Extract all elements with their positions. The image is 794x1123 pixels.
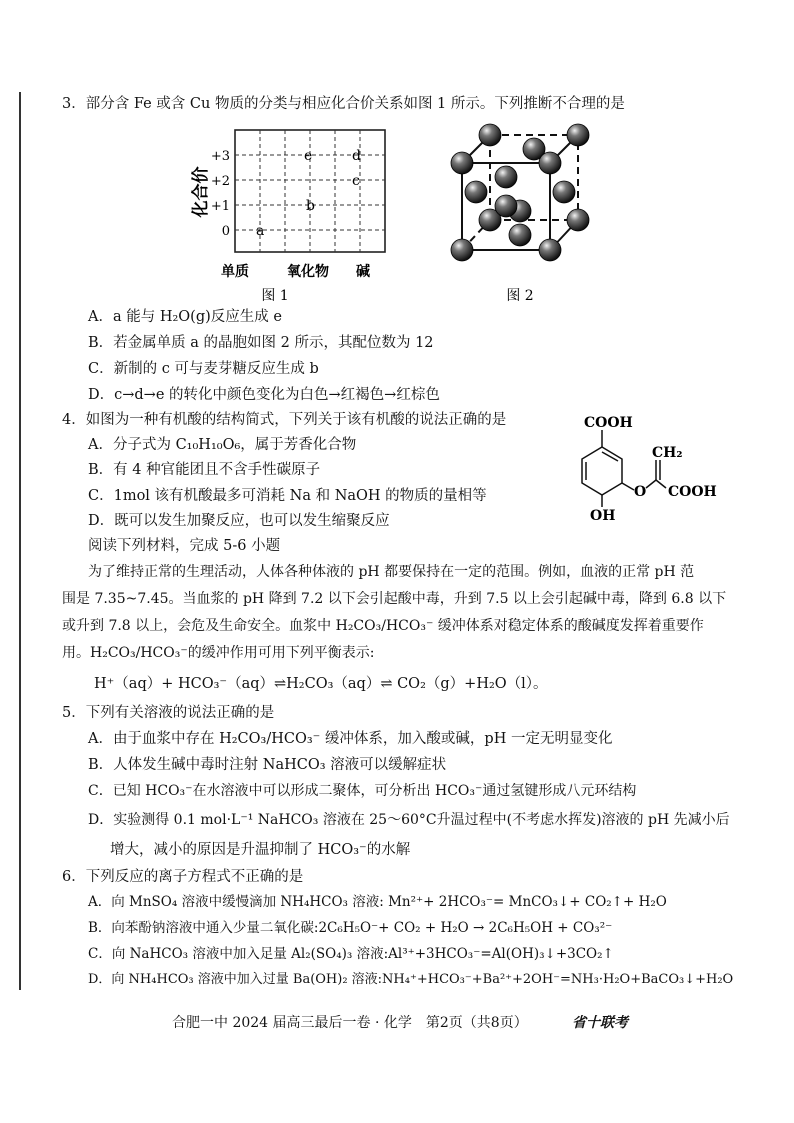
q3-option-d: D．c→d→e 的转化中颜色变化为白色→红褐色→红棕色	[88, 387, 440, 403]
material-line-2: 围是 7.35~7.45。当血浆的 pH 降到 7.2 以下会引起酸中毒，升到 7.5 以上会引起碱中毒，降到 6.8 以下	[62, 591, 727, 607]
q3-option-b: B．若金属单质 a 的晶胞如图 2 所示，其配位数为 12	[88, 335, 434, 351]
fig1-point-e: e	[304, 148, 313, 164]
fig2-caption: 图 2	[506, 288, 534, 304]
fig1-point-d: d	[352, 148, 361, 164]
q3-stem: 3．部分含 Fe 或含 Cu 物质的分类与相应化合价关系如图 1 所示。下列推断不合理的是	[62, 96, 625, 112]
q4-option-d: D．既可以发生加聚反应，也可以发生缩聚反应	[88, 513, 390, 529]
q6-option-b: B．向苯酚钠溶液中通入少量二氧化碳:2C₆H₅O⁻+ CO₂ + H₂O → 2C₆H₅OH + CO₃²⁻	[88, 920, 613, 936]
material-line-1: 为了维持正常的生理活动，人体各种体液的 pH 都要保持在一定的范围。例如，血液的正常 pH 范	[88, 564, 695, 580]
fig1-ylabel: 化合价	[191, 166, 211, 218]
fig1-ytick-2: +2	[210, 174, 230, 189]
q6-option-d: D．向 NH₄HCO₃ 溶液中加入过量 Ba(OH)₂ 溶液:NH₄⁺+HCO₃⁻+Ba²⁺+2OH⁻=NH₃·H₂O+BaCO₃↓+H₂O	[88, 972, 734, 987]
figure-2-unit-cell	[440, 115, 600, 305]
structure-top-cooh: COOH	[584, 415, 633, 431]
q5-stem: 5．下列有关溶液的说法正确的是	[62, 705, 275, 721]
figure-1-valence-chart	[180, 122, 395, 307]
q5-option-a: A．由于血浆中存在 H₂CO₃/HCO₃⁻ 缓冲体系，加入酸或碱，pH 一定无明显变化	[88, 731, 613, 747]
material-line-4: 用。H₂CO₃/HCO₃⁻的缓冲作用可用下列平衡表示:	[62, 645, 375, 661]
footer-right: 省十联考	[572, 1015, 628, 1031]
structure-oh: OH	[590, 508, 616, 524]
organic-acid-structure	[560, 412, 740, 527]
q4-option-a: A．分子式为 C₁₀H₁₀O₆，属于芳香化合物	[88, 437, 357, 453]
fig1-ytick-0: 0	[221, 224, 230, 239]
q6-stem: 6．下列反应的离子方程式不正确的是	[62, 869, 304, 885]
q6-option-c: C．向 NaHCO₃ 溶液中加入足量 Al₂(SO₄)₃ 溶液:Al³⁺+3HCO₃⁻=Al(OH)₃↓+3CO₂↑	[88, 946, 614, 962]
q3-option-a: A．a 能与 H₂O(g)反应生成 e	[88, 309, 282, 325]
q5-option-d: D．实验测得 0.1 mol·L⁻¹ NaHCO₃ 溶液在 25～60°C升温过程中(不考虑水挥发)溶液的 pH 先减小后	[88, 812, 730, 828]
structure-ether-o: O	[634, 484, 647, 500]
fig1-point-c: c	[352, 173, 360, 189]
fig1-point-a: a	[256, 223, 265, 239]
q4-option-c: C．1mol 该有机酸最多可消耗 Na 和 NaOH 的物质的量相等	[88, 488, 487, 504]
footer-left: 合肥一中 2024 届高三最后一卷 · 化学 第2页（共8页）	[172, 1015, 528, 1031]
structure-ch2: CH₂	[652, 445, 683, 461]
margin-bar	[19, 92, 21, 990]
q4-stem: 4．如图为一种有机酸的结构简式，下列关于该有机酸的说法正确的是	[62, 412, 507, 428]
q5-option-b: B．人体发生碱中毒时注射 NaHCO₃ 溶液可以缓解症状	[88, 757, 447, 773]
fig1-xlabel-oxide: 氧化物	[287, 264, 329, 280]
fig1-ytick-3: +3	[210, 149, 230, 164]
material-equation: H⁺（aq）+ HCO₃⁻（aq）⇌H₂CO₃（aq）⇌ CO₂（g）+H₂O（l）。	[94, 676, 548, 692]
material-line-3: 或升到 7.8 以上，会危及生命安全。血浆中 H₂CO₃/HCO₃⁻ 缓冲体系对稳定体系的酸碱度发挥着重要作	[62, 618, 704, 634]
q5-option-c: C．已知 HCO₃⁻在水溶液中可以形成二聚体，可分析出 HCO₃⁻通过氢键形成八元环结构	[88, 783, 637, 799]
q3-option-c: C．新制的 c 可与麦芽糖反应生成 b	[88, 361, 319, 377]
structure-right-cooh: COOH	[668, 484, 717, 500]
fig1-ytick-1: +1	[210, 199, 230, 214]
q6-option-a: A．向 MnSO₄ 溶液中缓慢滴加 NH₄HCO₃ 溶液: Mn²⁺+ 2HCO₃⁻= MnCO₃↓+ CO₂↑+ H₂O	[88, 894, 667, 910]
material-intro: 阅读下列材料，完成 5-6 小题	[88, 538, 281, 554]
fig1-xlabel-base: 碱	[356, 264, 370, 280]
fig1-point-b: b	[306, 198, 315, 214]
fig1-caption: 图 1	[261, 288, 289, 304]
q5-option-d-cont: 增大，减小的原因是升温抑制了 HCO₃⁻的水解	[110, 842, 411, 858]
q4-option-b: B．有 4 种官能团且不含手性碳原子	[88, 462, 321, 478]
fig1-xlabel-element: 单质	[221, 264, 249, 280]
